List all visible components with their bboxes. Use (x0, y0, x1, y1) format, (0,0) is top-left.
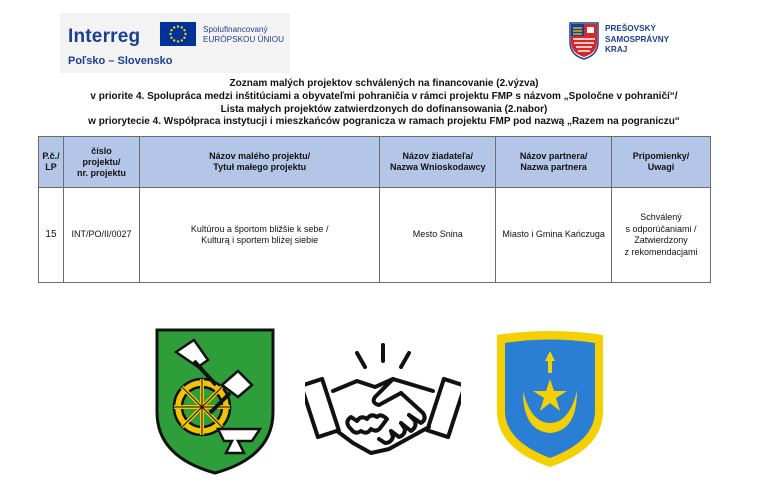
psk-name (605, 24, 669, 56)
header-applicant: Názov žiadateľa/ Nazwa Wnioskodawcy (380, 137, 496, 188)
table-row (39, 188, 711, 283)
psk-name-line-3: KRAJ (605, 45, 628, 54)
handshake-icon (305, 343, 461, 458)
title-line-4: w priorytecie 4. Współpraca instytucji i mieszkańców pogranicza w ramach projektu FMP pod nazwą „Razem na pograniczu“ (88, 116, 680, 128)
title-line-2: v priorite 4. Spolupráca medzi inštitúciami a obyvateľmi pohraničia v rámci projektu FMP s názvom „Spoločne v pohraničí“/ (90, 90, 678, 102)
interreg-logo (60, 13, 290, 73)
program-name: Poľsko – Slovensko (68, 55, 173, 67)
eu-cofinancing-text (203, 25, 284, 45)
psk-name-line-1: PREŠOVSKÝ (605, 24, 656, 33)
psk-name-line-2: SAMOSPRÁVNY (605, 34, 670, 44)
projects-table (38, 136, 711, 283)
cell-applicant: Mesto Snina (380, 188, 496, 283)
snina-coat-of-arms-icon (154, 327, 276, 475)
header-project-number: číslo projektu/ nr. projektu (63, 137, 139, 188)
cell-partner: Miasto i Gmina Kańczuga (496, 188, 612, 283)
header-lp: P.č./ LP (39, 137, 64, 188)
psk-coat-of-arms-icon (569, 22, 599, 60)
interreg-wordmark: Interreg (68, 26, 141, 47)
cell-project-number: INT/PO/II/0027 (63, 188, 139, 283)
title-line-3: Lista małych projektów zatwierdzonych do dofinansowania (2.nabor) (220, 103, 548, 115)
eu-text-line-2: EURÓPSKOU ÚNIOU (203, 35, 284, 44)
header-partner: Názov partnera/ Nazwa partnera (496, 137, 612, 188)
table-header-row (39, 137, 711, 188)
document-title (40, 78, 728, 129)
eu-flag-icon (160, 22, 196, 46)
cell-project-title: Kultúrou a športom bližšie k sebe / Kulturą i sportem bliżej siebie (139, 188, 379, 283)
cell-remarks: Schválený s odporúčaniami / Zatwierdzony z rekomendacjami (612, 188, 711, 283)
psk-logo (569, 22, 689, 64)
cell-lp: 15 (39, 188, 64, 283)
title-line-1: Zoznam malých projektov schválených na financovanie (2.výzva) (229, 78, 539, 89)
header-remarks: Pripomienky/ Uwagi (612, 137, 711, 188)
header-project-title: Názov malého projektu/ Tytuł małego projektu (139, 137, 379, 188)
eu-text-line-1: Spolufinancovaný (203, 25, 268, 34)
kanczuga-coat-of-arms-icon (493, 331, 607, 471)
